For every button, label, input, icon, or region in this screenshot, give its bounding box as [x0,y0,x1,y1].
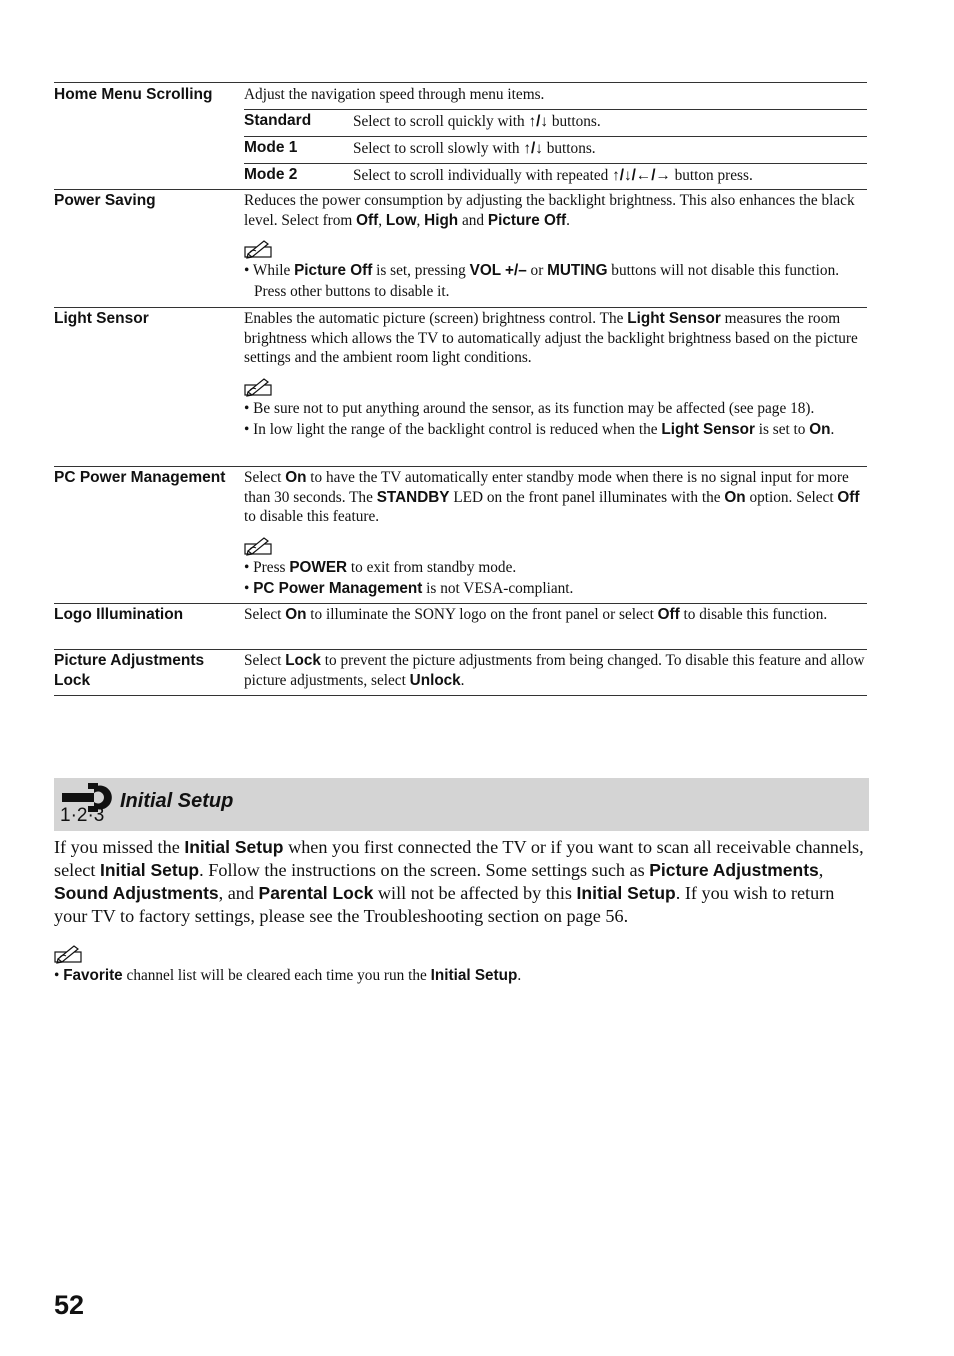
term-pc-power-management: PC Power Management [54,469,226,486]
page-number: 52 [54,1290,85,1320]
desc-light-sensor: Enables the automatic picture (screen) brightness control. The Light Sensor measures the room brightness which allows the TV to automatically adjust the backlight brightness based on the picture settings and the ambient room light conditions. [244,310,858,366]
arrow-icons: ↑/↓/←/→ [612,167,671,184]
desc-pc-power-management: Select On to have the TV automatically enter standby mode when there is no signal input for more than 30 seconds. The STANDBY LED on the front panel illuminates with the On option. Select Off to disable this feature. [244,469,860,525]
option-desc: Select to scroll quickly with ↑/↓ buttons. [353,113,601,130]
arrow-icons: ↑/↓ [523,140,543,157]
note-power-saving: • While Picture Off is set, pressing VOL +/– or MUTING buttons will not disable this function. Press other buttons to disable it. [244,262,840,300]
row-light-sensor [54,307,867,466]
note-pc-power-1: • Press POWER to exit from standby mode. [244,559,517,576]
term-picture-adjustments-lock: Picture Adjustments Lock [54,652,205,689]
option-mode-2 [244,163,867,190]
arrow-icons: ↑/↓ [528,113,549,130]
option-mode-1 [244,136,867,163]
section-title: Initial Setup [120,790,234,812]
row-logo-illumination [54,603,867,650]
option-term: Mode 2 [244,166,298,183]
option-desc: Select to scroll slowly with ↑/↓ buttons. [353,140,596,157]
row-power-saving [54,189,867,308]
term-light-sensor: Light Sensor [54,310,149,327]
row-home-menu-scrolling [54,82,867,189]
desc-logo-illumination: Select On to illuminate the SONY logo on the front panel or select Off to disable this function. [244,606,828,623]
option-term: Mode 1 [244,139,298,156]
option-desc: Select to scroll individually with repeated ↑/↓/←/→ button press. [353,167,753,184]
note-pc-power-2: • PC Power Management is not VESA-compliant. [244,580,574,597]
table-bottom-rule [54,695,867,696]
note-light-sensor-1: • Be sure not to put anything around the sensor, as its function may be affected (see page 18). [244,400,815,417]
option-standard [244,109,867,136]
term-logo-illumination: Logo Illumination [54,606,184,623]
desc-power-saving: Reduces the power consumption by adjusting the backlight brightness. This also enhances the black level. Select from Off, Low, High and Picture Off. [244,192,855,229]
section-body: If you missed the Initial Setup when you first connected the TV or if you want to scan all receivable channels, select Initial Setup. Follow the instructions on the screen. Some settings such as Picture Adjustments, Sound Adjustments, and Parental Lock will not be affected by this Initial Setup. If you wish to return your TV to factory settings, please see the Troubleshooting section on page 56. [54,837,864,926]
note-pencil-icon [244,239,274,259]
note-pencil-icon [244,536,274,556]
wrench-icon [58,781,114,829]
section-note: • Favorite channel list will be cleared each time you run the Initial Setup. [54,967,522,984]
desc-home-menu-scrolling: Adjust the navigation speed through menu items. [244,86,545,103]
note-pencil-icon [244,377,274,397]
term-home-menu-scrolling: Home Menu Scrolling [54,86,213,103]
note-pencil-icon [54,944,84,964]
row-pc-power-management [54,466,867,604]
setup-icon-steps: 1·2·3 [60,805,105,826]
row-picture-adjustments-lock [54,649,867,696]
term-power-saving: Power Saving [54,192,156,209]
desc-picture-adjustments-lock: Select Lock to prevent the picture adjustments from being changed. To disable this feature and allow picture adjustments, select Unlock. [244,652,865,689]
option-term: Standard [244,112,312,129]
note-light-sensor-2: • In low light the range of the backlight control is reduced when the Light Sensor is set to On. [244,421,835,438]
